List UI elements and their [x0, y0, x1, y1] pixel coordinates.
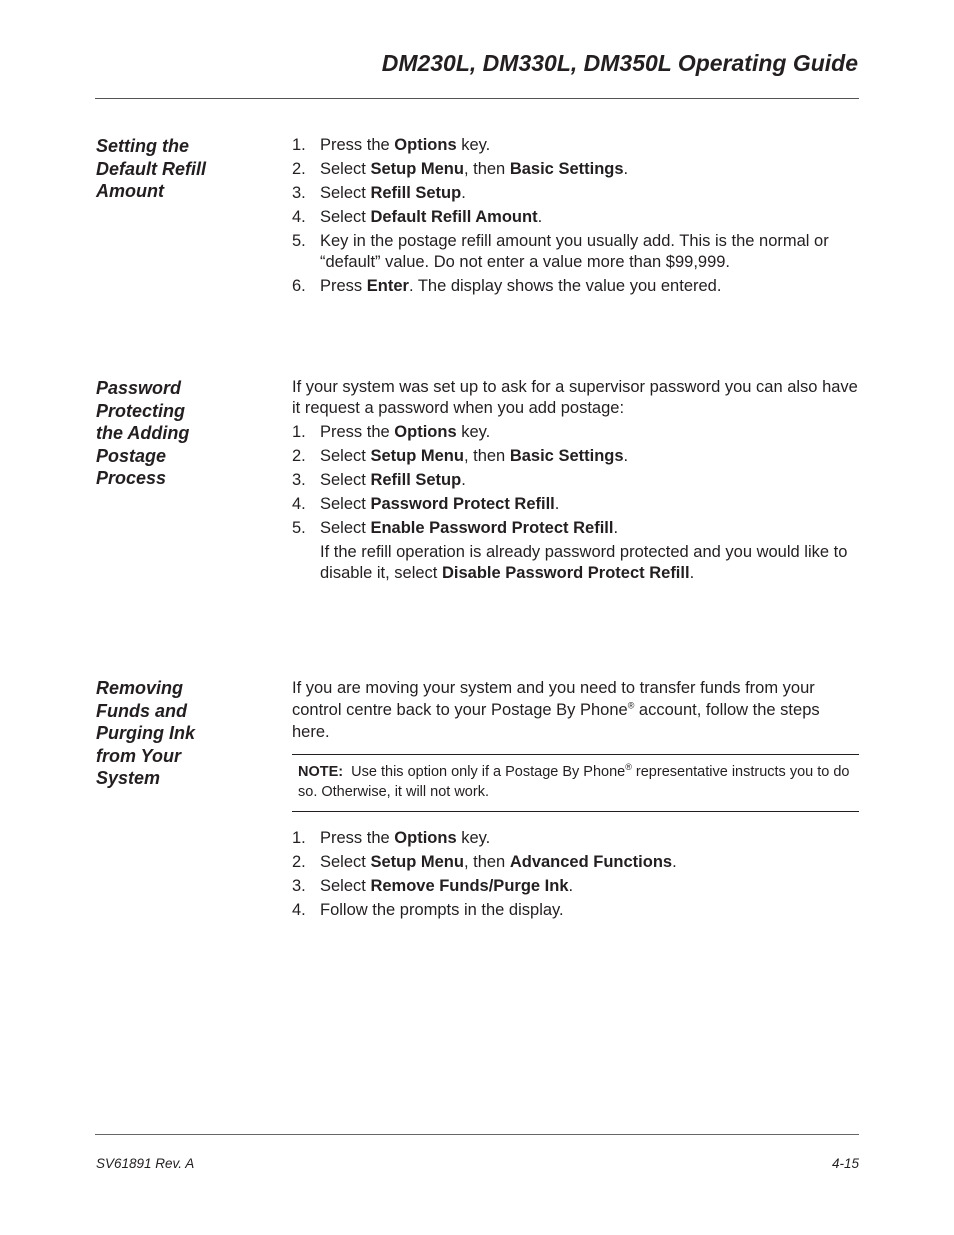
section-intro: If your system was set up to ask for a supervisor password you can also have it request a password when you add postage:	[292, 378, 858, 417]
list-item: 3. Select Refill Setup.	[292, 471, 466, 489]
step-number: 2.	[292, 447, 306, 465]
step-number: 3.	[292, 471, 306, 489]
step-subnote: If the refill operation is already password protected and you would like to disable it, select Disable Password Protect Refill.	[320, 543, 848, 582]
list-item: 4. Follow the prompts in the display.	[292, 901, 564, 919]
step-list	[292, 828, 859, 921]
section-body-password-protect	[292, 377, 859, 584]
heading-line: Default Refill	[96, 158, 207, 179]
list-item: 1. Press the Options key.	[292, 136, 491, 154]
heading-line: Amount	[96, 181, 164, 201]
step-number: 6.	[292, 277, 306, 295]
list-item: 6. Press Enter. The display shows the value you entered.	[292, 277, 722, 295]
footer-doc-id: SV61891 Rev. A	[96, 1156, 195, 1171]
step-list	[292, 422, 859, 539]
list-item: 5. Select Enable Password Protect Refill.	[292, 519, 619, 537]
step-number: 4.	[292, 901, 306, 919]
heading-line: System	[96, 768, 161, 788]
footer-divider	[95, 1134, 859, 1135]
heading-line: Protecting	[96, 400, 186, 421]
step-number: 4.	[292, 208, 306, 226]
step-number: 1.	[292, 136, 306, 154]
note-label: NOTE:	[298, 764, 344, 780]
header-divider	[95, 98, 859, 99]
step-number: 3.	[292, 184, 306, 202]
heading-line: Postage	[96, 445, 167, 466]
heading-line: Process	[96, 468, 167, 488]
section-body-default-refill	[292, 135, 859, 300]
heading-line: Purging Ink	[96, 723, 195, 743]
list-item: 1. Press the Options key.	[292, 829, 491, 847]
step-number: 5.	[292, 232, 306, 250]
heading-line: Removing	[96, 678, 184, 698]
registered-mark: ®	[627, 700, 635, 711]
step-number: 2.	[292, 160, 306, 178]
list-item: 2. Select Setup Menu, then Basic Settings.	[292, 447, 629, 465]
heading-line: the Adding	[96, 423, 190, 443]
list-item: 3. Select Remove Funds/Purge Ink.	[292, 877, 574, 895]
step-number: 1.	[292, 423, 306, 441]
footer-page-number: 4-15	[831, 1156, 859, 1171]
section-heading-password-protect	[96, 377, 266, 490]
step-number: 2.	[292, 853, 306, 871]
note-box: NOTE: Use this option only if a Postage By Phone® representative instructs you to do so. Otherwise, it will not work.	[292, 754, 859, 812]
list-item: 5. Key in the postage refill amount you usually add. This is the normal or “default” value. Do not enter a value more than $99,999.	[292, 232, 829, 271]
list-item: 1. Press the Options key.	[292, 423, 491, 441]
list-item: 2. Select Setup Menu, then Advanced Functions.	[292, 853, 677, 871]
registered-mark: ®	[625, 762, 632, 773]
list-item: 3. Select Refill Setup.	[292, 184, 466, 202]
page-title: DM230L, DM330L, DM350L Operating Guide	[381, 50, 858, 76]
list-item: 4. Select Default Refill Amount.	[292, 208, 543, 226]
list-item: 4. Select Password Protect Refill.	[292, 495, 560, 513]
step-number: 1.	[292, 829, 306, 847]
list-item: 2. Select Setup Menu, then Basic Settings.	[292, 160, 629, 178]
heading-line: Setting the	[96, 136, 189, 156]
section-body-remove-funds	[292, 677, 859, 924]
heading-line: from Your	[96, 745, 182, 766]
step-number: 5.	[292, 519, 306, 537]
section-heading-remove-funds	[96, 677, 266, 790]
step-number: 4.	[292, 495, 306, 513]
heading-line: Password	[96, 378, 182, 398]
section-intro: If you are moving your system and you need to transfer funds from your control centre back to your Postage By Phone® account, follow the steps here.	[292, 679, 820, 741]
step-list	[292, 135, 859, 297]
step-number: 3.	[292, 877, 306, 895]
section-heading-default-refill	[96, 135, 266, 203]
heading-line: Funds and	[96, 700, 187, 721]
